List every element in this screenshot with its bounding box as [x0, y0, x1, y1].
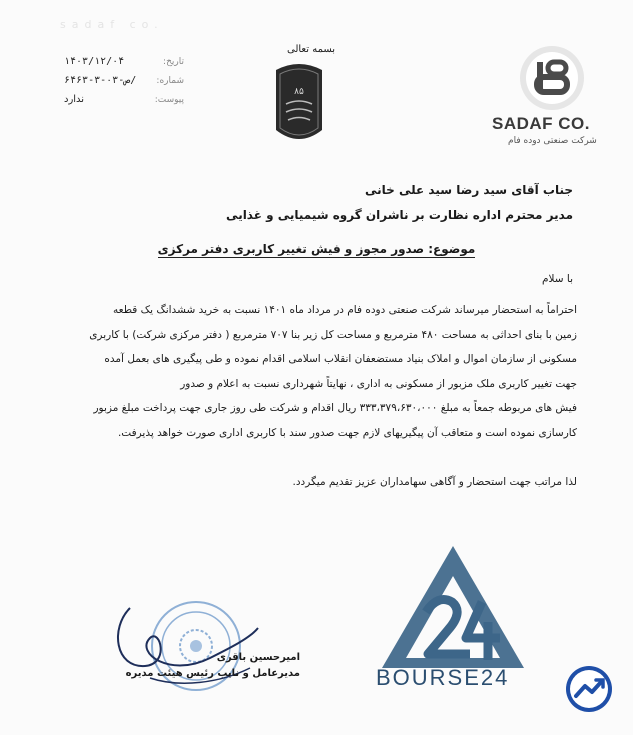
body-line: کارسازی نموده است و متعاقب آن پیگیریهای لازم جهت صدور سند با کاربری اداری صورت خواهد پذیرفت.	[117, 426, 577, 439]
date-row	[64, 52, 184, 71]
company-name-fa: شرکت صنعتی دوده فام	[508, 136, 597, 146]
svg-text:۸۵: ۸۵	[294, 87, 304, 97]
body-line: جهت تغییر کاربری ملک مزبور از مسکونی به اداری ، نهایتاً شهرداری نسبت به اعلام و صدور	[180, 377, 577, 390]
sadaf-logo-icon	[518, 44, 586, 112]
subject-text: موضوع: صدور مجوز و فیش تغییر کاربری دفتر مرکزی	[157, 242, 476, 256]
bourse24-wordmark: BOURSE24	[376, 665, 510, 690]
date-value: ۱۴۰۳/۱۲/۰۴	[64, 56, 125, 67]
body-line: مسکونی از سازمان اموال و املاک بنیاد مستضعفان انقلاب اسلامی اقدام نموده و طی پیگیری های بعمل آمده	[104, 353, 577, 365]
bourse24-logo-icon	[378, 542, 528, 670]
body-line: احتراماً به استحضار میرساند شرکت صنعتی دوده فام در مرداد ماه ۱۴۰۱ نسبت به خرید ششدانگ یک قطعه	[113, 304, 577, 316]
signer-title: مدیرعامل و نایب رئیس هیئت مدیره	[125, 668, 300, 679]
signer-name: امیرحسین باقری	[216, 652, 300, 663]
greeting: با سلام	[541, 273, 573, 285]
company-brand: SADAF CO.	[492, 114, 590, 133]
number-value: ۶۴۶۳-۳-ص-۰۳/	[64, 75, 137, 86]
subject-line	[0, 238, 633, 257]
letter-body	[57, 298, 577, 445]
attachment-row	[64, 90, 184, 109]
body-line: زمین با بنای احداثی به مساحت ۴۸۰ مترمربع و مساحت کل زیر بنا ۷۰۷ مترمربع ( دفتر مرکزی شرکت) با کاربری	[89, 328, 577, 341]
letter-meta	[64, 52, 184, 109]
bismillah: بسمه تعالی	[287, 44, 336, 55]
handwritten-signature	[90, 588, 260, 698]
recipient-title: مدیر محترم اداره نظارت بر ناشران گروه شیمیایی و غذایی	[226, 208, 573, 222]
number-label: شماره:	[156, 75, 184, 86]
date-label: تاریخ:	[163, 56, 184, 67]
closing-line: لذا مراتب جهت استحضار و آگاهی سهامداران عزیز تقدیم میگردد.	[292, 476, 577, 488]
trend-badge-icon	[564, 664, 614, 714]
anniversary-emblem	[270, 60, 328, 144]
recipient-name: جناب آقای سید رضا سید علی خانی	[365, 183, 573, 197]
body-line: فیش های مربوطه جمعاً به مبلغ ۳۳۳،۳۷۹،۶۳۰،۰۰۰ ریال اقدام و شرکت طی روز جاری جهت پرداخت مبلغ مزبور	[93, 402, 577, 414]
attachment-label: پیوست:	[154, 94, 184, 105]
number-row	[64, 71, 184, 90]
header-watermark: sadaf co.	[60, 18, 164, 31]
attachment-value: ندارد	[64, 94, 85, 105]
recipient	[226, 178, 573, 228]
